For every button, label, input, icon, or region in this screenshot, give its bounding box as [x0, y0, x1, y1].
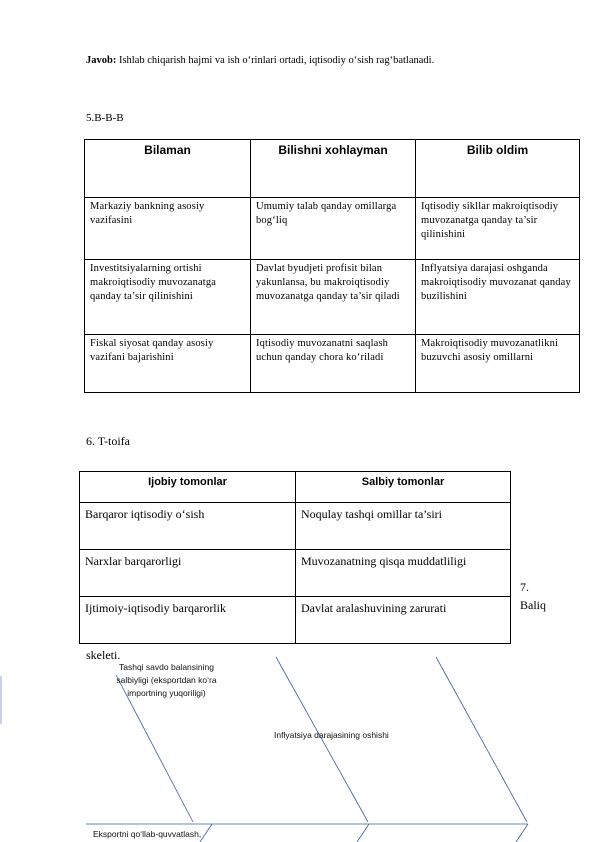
- fishbone-lower-bone-2: [357, 824, 369, 842]
- bbb-header-learned: Bilib oldim: [416, 140, 580, 198]
- page-edge-marker: [0, 676, 2, 724]
- fishbone-label-inflation: Inflyatsiya darajasining oshishi: [274, 730, 389, 740]
- section-7-word: Baliq: [520, 598, 546, 612]
- fishbone-lower-bone-3: [516, 824, 528, 842]
- bbb-header-know: Bilaman: [85, 140, 251, 198]
- section-7-number: 7.: [520, 580, 529, 594]
- section-5-title: 5.B-B-B: [86, 112, 124, 124]
- t-chart-cell: Davlat aralashuvining zarurati: [296, 597, 511, 644]
- fishbone-label-export: Eksportni qo‘llab-quvvatlash,: [93, 829, 202, 839]
- fishbone-bone-3: [436, 657, 527, 822]
- bbb-cell: Davlat byudjeti profisit bilan yakunlansa, bu makroiqtisodiy muvozanatga qanday ta’sir qiladi: [251, 260, 416, 335]
- fishbone-label-trade-balance: Tashqi savdo balansining salbiyligi (eksportdan ko‘ra importning yuqoriligi): [116, 662, 217, 698]
- bbb-cell: Iqtisodiy muvozanatni saqlash uchun qanday chora ko‘riladi: [251, 335, 416, 393]
- answer-text: Ishlab chiqarish hajmi va ish o‘rinlari ortadi, iqtisodiy o‘sish rag‘batlanadi.: [116, 55, 435, 66]
- t-chart-header-negative: Salbiy tomonlar: [296, 472, 511, 503]
- bbb-cell: Umumiy talab qanday omillarga bog‘liq: [251, 198, 416, 260]
- t-chart-cell: Muvozanatning qisqa muddatliligi: [296, 550, 511, 597]
- bbb-cell: Investitsiyalarning ortishi makroiqtisodiy muvozanatga qanday ta’sir qilinishini: [85, 260, 251, 335]
- bbb-cell: Inflyatsiya darajasi oshganda makroiqtisodiy muvozanat qanday buzilishini: [416, 260, 580, 335]
- t-chart-cell: Noqulay tashqi omillar ta’siri: [296, 503, 511, 550]
- t-chart-header-positive: Ijobiy tomonlar: [80, 472, 296, 503]
- bbb-header-want: Bilishni xohlayman: [251, 140, 416, 198]
- t-chart-cell: Ijtimoiy-iqtisodiy barqarorlik: [80, 597, 296, 644]
- bbb-cell: Markaziy bankning asosiy vazifasini: [85, 198, 251, 260]
- section-7-continuation: skeleti.: [86, 648, 121, 662]
- t-chart-cell: Barqaror iqtisodiy o‘sish: [80, 503, 296, 550]
- bbb-cell: Iqtisodiy sikllar makroiqtisodiy muvozanatga qanday ta’sir qilinishini: [416, 198, 580, 260]
- section-6-title: 6. T-toifa: [86, 434, 130, 448]
- bbb-cell: Makroiqtisodiy muvozanatlikni buzuvchi asosiy omillarni: [416, 335, 580, 393]
- fishbone-lower-bone-1: [200, 824, 212, 842]
- answer-label: Javob:: [86, 55, 117, 66]
- bbb-cell: Fiskal siyosat qanday asosiy vazifani bajarishini: [85, 335, 251, 393]
- t-chart-cell: Narxlar barqarorligi: [80, 550, 296, 597]
